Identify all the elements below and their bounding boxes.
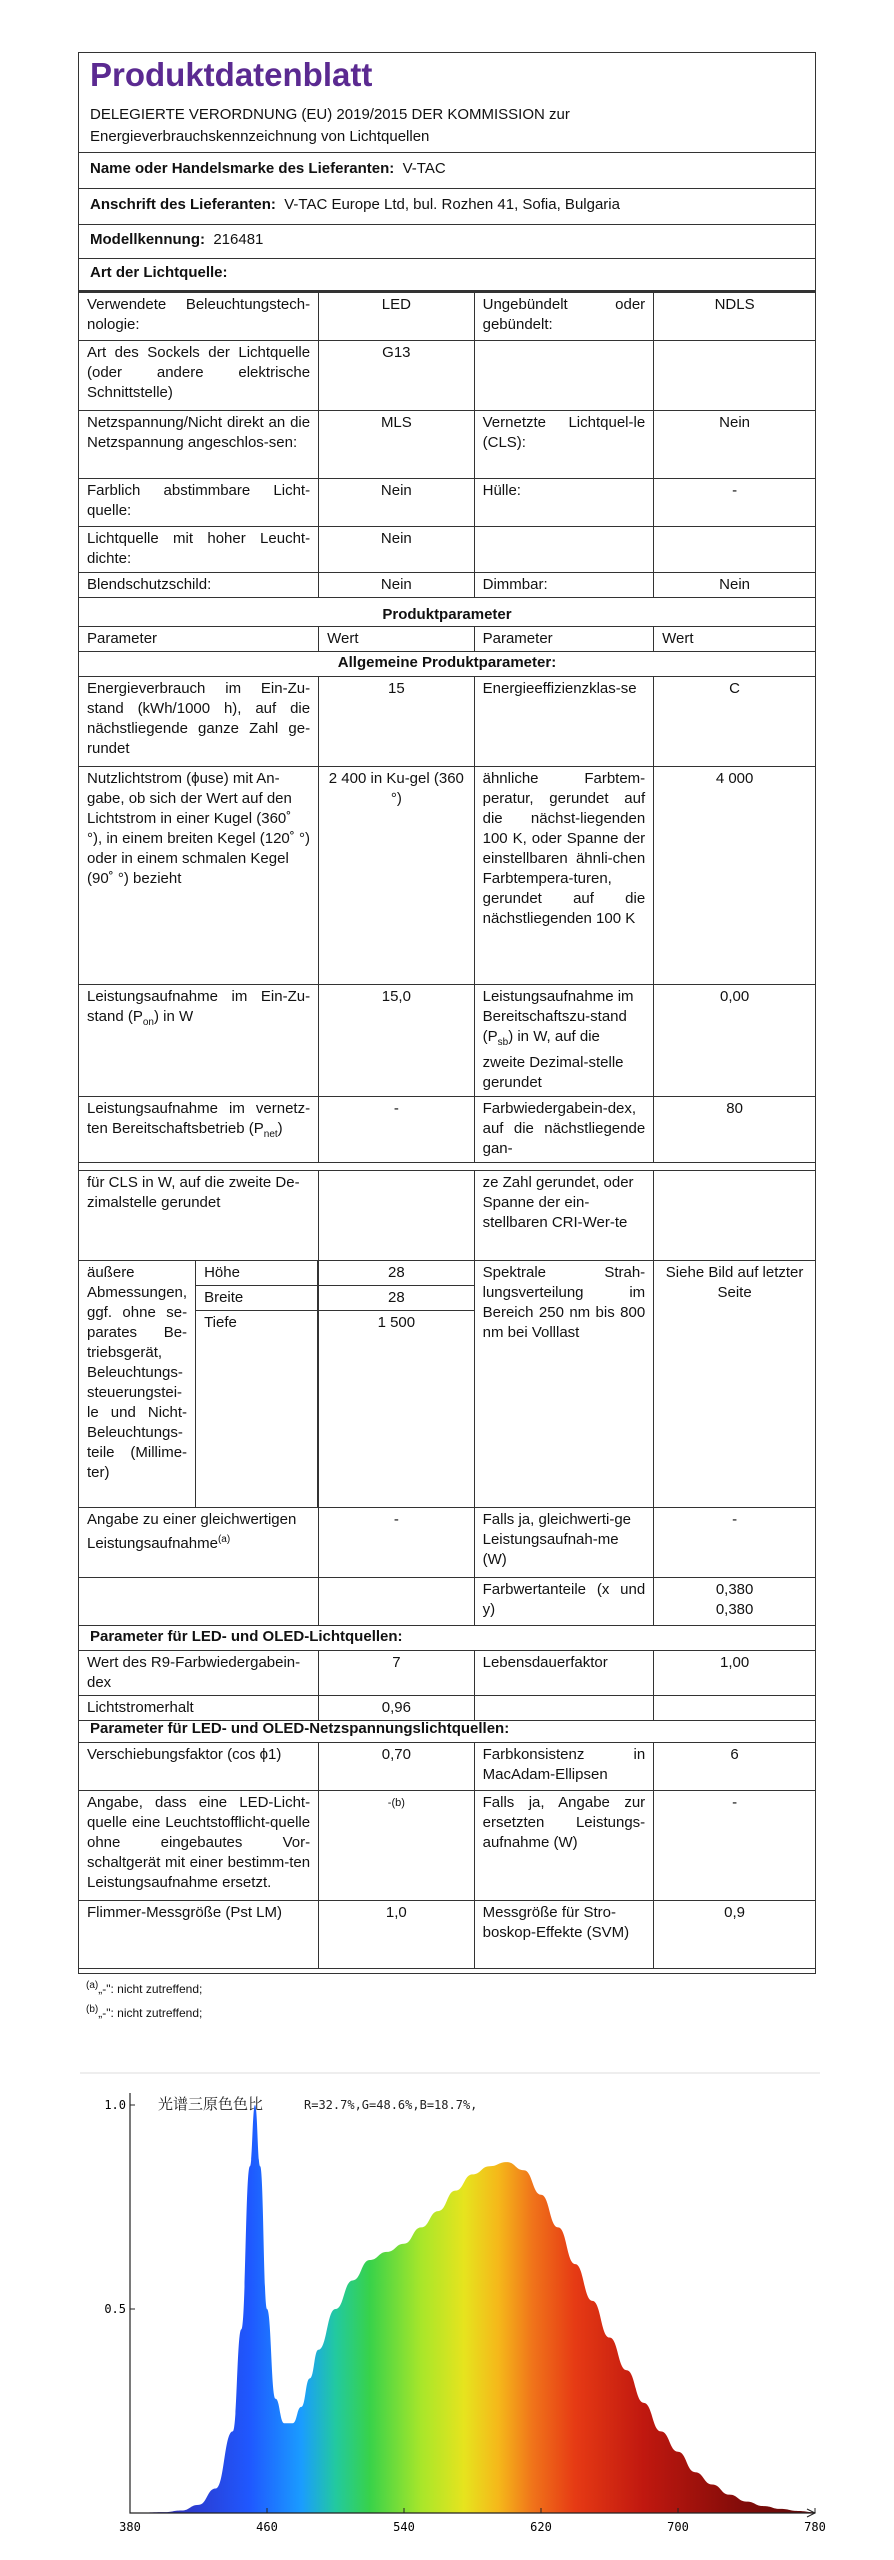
product-params-header [78, 626, 816, 652]
param-value: - [654, 1791, 816, 1901]
table-row [79, 677, 816, 767]
depth-value: 1 500 [377, 1314, 416, 1331]
column-header: Parameter [474, 627, 654, 652]
table-row [79, 573, 816, 598]
supplier-name-row [90, 160, 446, 177]
table-row [79, 1901, 816, 1969]
y-tick-label: 0.5 [104, 2302, 126, 2316]
divider [78, 152, 816, 153]
footnote-text: „-": nicht zutreffend; [98, 2006, 203, 2020]
param-value: G13 [319, 341, 475, 411]
param-label: Energieeffizienzklas-se [474, 677, 654, 767]
source-type-table [78, 292, 816, 598]
footnote-text: „-": nicht zutreffend; [98, 1982, 203, 1996]
table-row [79, 293, 816, 341]
supplier-name-value: V-TAC [402, 160, 446, 177]
param-value: 0,9 [654, 1901, 816, 1969]
param-value: - [319, 1097, 475, 1163]
param-label: Lebensdauerfaktor [474, 1651, 654, 1696]
param-value: - [654, 479, 816, 527]
param-label: Flimmer-Messgröße (Pst LM) [79, 1901, 319, 1969]
param-label [474, 341, 654, 411]
param-value: Nein [319, 527, 475, 573]
table-row [79, 527, 816, 573]
dimensions-values-subtable [319, 1261, 474, 1507]
param-value [654, 1171, 816, 1261]
dimensions-values-cell [319, 1261, 475, 1508]
x-tick-label: 780 [804, 2520, 826, 2534]
param-label [79, 1508, 319, 1578]
height-label: Höhe [196, 1261, 318, 1286]
param-value: NDLS [654, 293, 816, 341]
supplier-address-label: Anschrift des Lieferanten: [90, 196, 276, 213]
param-label: Farbkonsistenz in MacAdam-Ellipsen [474, 1743, 654, 1791]
param-value [654, 527, 816, 573]
param-label [474, 527, 654, 573]
param-value: - [654, 1508, 816, 1578]
param-label: Leistungsaufnahme im Bereitschaftszu-stand $(P_{sb})$ in W, auf die zweite Dezimal-stelle gerundet [474, 985, 654, 1097]
param-value [319, 1171, 475, 1261]
param-value: LED [319, 293, 475, 341]
source-type-label: Art der Lichtquelle: [90, 264, 228, 281]
param-label: Wert des R9-Farbwiedergabein-dex [79, 1651, 319, 1696]
spectrum-svg [80, 2065, 826, 2545]
param-label: Leistungsaufnahme im vernetz-ten Bereitschaftsbetrieb $(P_{net})$ [79, 1097, 319, 1163]
param-value: Nein [319, 479, 475, 527]
divider [78, 224, 816, 225]
param-value: 0,00 [654, 985, 816, 1097]
table-row [79, 341, 816, 411]
param-label: Vernetzte Lichtquel-le (CLS): [474, 411, 654, 479]
table-row [79, 1508, 816, 1578]
param-label: ze Zahl gerundet, oder Spanne der ein-stellbaren CRI-Wer-te [474, 1171, 654, 1261]
width-value: 28 [319, 1286, 474, 1311]
led-mains-params-table [78, 1742, 816, 1969]
param-label: Verschiebungsfaktor (cos ϕ1) [79, 1743, 319, 1791]
led-section-label: Parameter für LED- und OLED-Lichtquellen: [90, 1628, 403, 1645]
equiv-power-label: Angabe zu einer gleichwertigen Leistungsaufnahme [87, 1511, 297, 1552]
supplier-address-row [90, 196, 620, 213]
param-value: Nein [654, 573, 816, 598]
param-value: 0,70 [319, 1743, 475, 1791]
table-row [79, 1791, 816, 1901]
param-label: Angabe, dass eine LED-Licht-quelle eine Leuchtstofflicht-quelle ohne eingebautes Vor-schaltgerät mit einer bestimm-ten Leistungsaufnahme ersetzt. [79, 1791, 319, 1901]
param-value: 7 [319, 1651, 475, 1696]
general-params-table [78, 676, 816, 1163]
column-header: Parameter [79, 627, 319, 652]
param-value: C [654, 677, 816, 767]
param-label: Blendschutzschild: [79, 573, 319, 598]
x-tick-label: 620 [530, 2520, 552, 2534]
param-label [474, 1696, 654, 1721]
param-value: MLS [319, 411, 475, 479]
column-header: Wert [654, 627, 816, 652]
param-value [654, 1696, 816, 1721]
table-row [79, 1261, 816, 1508]
dimensions-cell [79, 1261, 319, 1508]
plot-area [104, 2093, 826, 2534]
divider [78, 258, 816, 259]
footnote-b [86, 2004, 202, 2020]
param-label: ähnliche Farbtem-peratur, gerundet auf die nächst-liegenden 100 K, oder Spanne der einstellbaren ähnli-chen Farbtempera-turen, gerundet auf die nächstliegenden 100 K [474, 767, 654, 985]
dimensions-label: äußere Abmessungen, ggf. ohne se-parates Be-triebsgerät, Beleuchtungs-steuerungstei-le und Nicht-Beleuchtungs-teile (Millime-ter) [79, 1261, 196, 1507]
table-row [79, 1743, 816, 1791]
x-tick-label: 700 [667, 2520, 689, 2534]
param-label: Ungebündelt oder gebündelt: [474, 293, 654, 341]
param-label: Leistungsaufnahme im Ein-Zu-stand $(P_{on})$ in W [79, 985, 319, 1097]
param-value: Nein [319, 573, 475, 598]
source-type-heading [90, 264, 228, 281]
y-tick-label: 1.0 [104, 2098, 126, 2112]
param-label: Lichtstromerhalt [79, 1696, 319, 1721]
param-value: 15,0 [319, 985, 475, 1097]
param-value: 80 [654, 1097, 816, 1163]
spectral-label: Spektrale Strah-lungsverteilung im Bereich 250 nm bis 800 nm bei Volllast [474, 1261, 654, 1508]
supplier-name-label: Name oder Handelsmarke des Lieferanten: [90, 160, 395, 177]
table-row [79, 767, 816, 985]
param-label: Falls ja, Angabe zur ersetzten Leistungs-aufnahme (W) [474, 1791, 654, 1901]
param-label: Verwendete Beleuchtungstech-nologie: [79, 293, 319, 341]
table-row [79, 985, 816, 1097]
led-mains-section-label: Parameter für LED- und OLED-Netzspannungslichtquellen: [90, 1720, 510, 1737]
table-row [79, 479, 816, 527]
param-value: 1,0 [319, 1901, 475, 1969]
spectrum-chart [80, 2065, 826, 2545]
table-row [79, 1696, 816, 1721]
param-label [79, 1578, 319, 1626]
param-value: 6 [654, 1743, 816, 1791]
x-tick-label: 380 [119, 2520, 141, 2534]
param-value: 0,96 [319, 1696, 475, 1721]
param-value: 1,00 [654, 1651, 816, 1696]
chart-ratio-text: R=32.7%,G=48.6%,B=18.7%, [304, 2098, 478, 2112]
regulation-subtitle: DELEGIERTE VERORDNUNG (EU) 2019/2015 DER KOMMISSION zur Energieverbrauchskennzeichnung von Lichtquellen [90, 106, 570, 145]
x-tick-label: 540 [393, 2520, 415, 2534]
chromaticity-value: 0,380 0,380 [654, 1578, 816, 1626]
table-row [79, 1578, 816, 1626]
general-params-table-cont [78, 1170, 816, 1626]
model-value: 216481 [213, 231, 264, 248]
general-params-title: Allgemeine Produktparameter: [337, 654, 557, 671]
footnote-mark: (b) [86, 2004, 99, 2015]
footnote-mark: (a) [86, 1980, 99, 1991]
param-label: Hülle: [474, 479, 654, 527]
model-label: Modellkennung: [90, 231, 205, 248]
param-label: Netzspannung/Nicht direkt an die Netzspannung angeschlos-sen: [79, 411, 319, 479]
param-value [654, 341, 816, 411]
dimensions-subtable [79, 1261, 318, 1507]
chart-title: 光谱三原色色比 [158, 2095, 264, 2113]
depth-label: Tiefe [196, 1311, 318, 1508]
footnote-ref: (a) [217, 1534, 231, 1545]
param-label: Falls ja, gleichwerti-ge Leistungsaufnah-me (W) [474, 1508, 654, 1578]
param-label: Messgröße für Stro-boskop-Effekte (SVM) [474, 1901, 654, 1969]
spectral-value: Siehe Bild auf letzter Seite [654, 1261, 816, 1508]
height-value: 28 [319, 1261, 474, 1286]
footnote-a [86, 1980, 202, 1996]
param-value: - [319, 1508, 475, 1578]
table-row [79, 1097, 816, 1163]
led-params-table [78, 1650, 816, 1721]
table-header-row [79, 627, 816, 652]
param-label: für CLS in W, auf die zweite De-zimalstelle gerundet [79, 1171, 319, 1261]
led-mains-section-title [90, 1720, 509, 1737]
param-value [319, 1578, 475, 1626]
divider [78, 188, 816, 189]
param-label: Dimmbar: [474, 573, 654, 598]
width-label: Breite [196, 1286, 318, 1311]
supplier-address-value: V-TAC Europe Ltd, bul. Rozhen 41, Sofia, Bulgaria [284, 196, 620, 213]
param-value: 2 400 in Ku-gel (360 °) [319, 767, 475, 985]
product-params-title: Produktparameter [382, 606, 512, 623]
param-label: Farbwertanteile (x und y) [474, 1578, 654, 1626]
param-label: Farblich abstimmbare Licht-quelle: [79, 479, 319, 527]
led-section-title [90, 1628, 403, 1645]
table-row [79, 1651, 816, 1696]
page-title: Produktdatenblatt [90, 56, 373, 93]
param-value: 15 [319, 677, 475, 767]
param-label: Nutzlichtstrom (ϕuse) mit An-gabe, ob sich der Wert auf den Lichtstrom in einer Kugel (360˚ °), in einem breiten Kegel (120˚ °) oder in einem schmalen Kegel (90˚ °) bezieht [79, 767, 319, 985]
table-row [79, 1171, 816, 1261]
param-label: Farbwiedergabein-dex, auf die nächstliegende gan- [474, 1097, 654, 1163]
model-row [90, 231, 263, 248]
param-label: Lichtquelle mit hoher Leucht-dichte: [79, 527, 319, 573]
x-tick-label: 460 [256, 2520, 278, 2534]
spectrum-area [130, 2105, 815, 2513]
param-value: -(b) [319, 1791, 475, 1901]
param-value: Nein [654, 411, 816, 479]
param-label: Art des Sockels der Lichtquelle (oder andere elektrische Schnittstelle) [79, 341, 319, 411]
param-value: 4 000 [654, 767, 816, 985]
column-header: Wert [319, 627, 475, 652]
table-row [79, 411, 816, 479]
param-label: Energieverbrauch im Ein-Zu-stand (kWh/1000 h), auf die nächstliegende ganze Zahl ge-rundet [79, 677, 319, 767]
